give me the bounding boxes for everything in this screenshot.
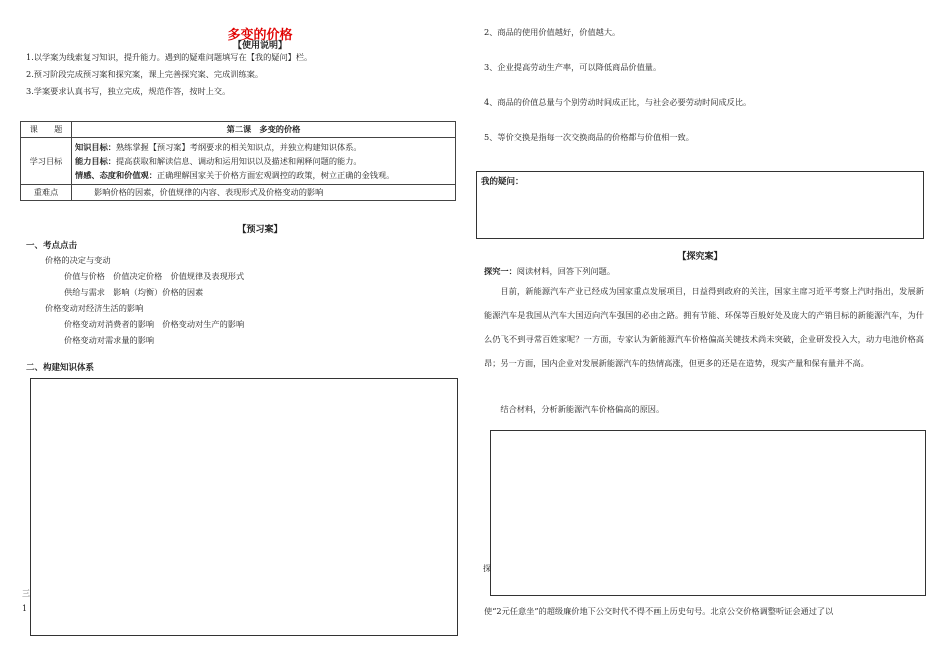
lesson-label: 课 题: [21, 122, 72, 138]
page-title: 多变的价格: [227, 28, 293, 43]
usage-item-3: 3.学案要求认真书写，独立完成，规范作答，按时上交。: [26, 86, 231, 96]
knowledge-goal-label: 知识目标：: [75, 142, 116, 152]
statement-item: 5、等价交换是指每一次交换商品的价格都与价值相一致。: [484, 132, 694, 142]
knowledge-goal: [75, 140, 452, 154]
goals-label: 学习目标: [21, 138, 72, 185]
explore-2-material-line: 使“2元任意坐”的超级廉价地下公交时代不得不画上历史句号。北京公交价格调整听证会通过了以: [484, 606, 834, 616]
lesson-value: 第二课 多变的价格: [72, 122, 456, 138]
clipped-text-fragment: 探: [483, 564, 491, 573]
section-2-title: 二、构建知识体系: [26, 363, 95, 373]
emotion-goal-text: 正确理解国家关于价格方面宏观调控的政策，树立正确的金钱观。: [156, 170, 395, 180]
outline-item: 供给与需求 影响（均衡）价格的因素: [64, 287, 204, 297]
clipped-text-fragment: 1: [22, 604, 28, 613]
explore-1-material: 目前，新能源汽车产业已经成为国家重点发展项目，日益得到政府的关注，国家主席习近平考察上汽时指出，发展新能源汽车是我国从汽车大国迈向汽车强国的必由之路。拥有节能、环保等百般好处及庞大的产销目标的新能源汽车，为什么仍飞不到寻常百姓家呢？一方面，专家认为新能源汽车价格偏高关键技术尚未突破，企业研发投入大，动力电池价格高昂；另一方面，国内企业对发展新能源汽车的热情高涨，但更多的还是在造势，现实产量和保有量并不高。: [484, 286, 924, 368]
goals-cell: [72, 138, 456, 185]
usage-item-1: 1.以学案为线索复习知识，提升能力。遇到的疑难问题填写在【我的疑问】栏。: [26, 52, 313, 62]
usage-item-2: 2.预习阶段完成预习案和探究案，课上完善探究案、完成训练案。: [26, 69, 264, 79]
outline-item: 价格的决定与变动: [45, 255, 111, 265]
knowledge-system-box[interactable]: [30, 378, 458, 636]
explore-1-task: 结合材料，分析新能源汽车价格偏高的原因。: [500, 404, 665, 414]
usage-header: 【使用说明】: [232, 41, 287, 51]
ability-goal-label: 能力目标：: [75, 156, 116, 166]
outline-item: 价格变动对经济生活的影响: [45, 303, 144, 313]
ability-goal: [75, 154, 452, 168]
knowledge-goal-text: 熟练掌握【预习案】考纲要求的相关知识点，并独立构建知识体系。: [115, 142, 362, 152]
outline-item: 价值与价格 价值决定价格 价值规律及表现形式: [64, 271, 245, 281]
answer-box[interactable]: [490, 430, 926, 596]
section-1-title: 一、考点点击: [26, 241, 78, 251]
preview-header: 【预习案】: [237, 225, 283, 235]
goal-table: [20, 121, 456, 201]
statement-item: 4、商品的价值总量与个别劳动时间成正比，与社会必要劳动时间成反比。: [484, 97, 752, 107]
emotion-goal-label: 情感、态度和价值观：: [75, 170, 157, 180]
emotion-goal: [75, 168, 452, 182]
statement-item: 3、企业提高劳动生产率，可以降低商品价值量。: [484, 62, 662, 72]
outline-item: 价格变动对需求量的影响: [64, 335, 155, 345]
explore-1-instruction: 阅读材料，回答下列问题。: [516, 266, 616, 276]
my-questions-label: 我的疑问：: [481, 177, 524, 187]
outline-item: 价格变动对消费者的影响 价格变动对生产的影响: [64, 319, 245, 329]
ability-goal-text: 提高获取和解读信息、调动和运用知识以及描述和阐释问题的能力。: [115, 156, 362, 166]
statement-item: 2、商品的使用价值越好，价值越大。: [484, 27, 621, 37]
my-questions-box[interactable]: [476, 171, 924, 239]
key-points-text: 影响价格的因素，价值规律的内容、表现形式及价格变动的影响: [72, 185, 456, 201]
key-points-label: 重难点: [21, 185, 72, 201]
explore-1-heading: [484, 266, 615, 277]
clipped-text-fragment: 三: [22, 589, 30, 598]
explore-1-label: 探究一：: [484, 266, 517, 276]
explore-header: 【探究案】: [677, 252, 723, 262]
